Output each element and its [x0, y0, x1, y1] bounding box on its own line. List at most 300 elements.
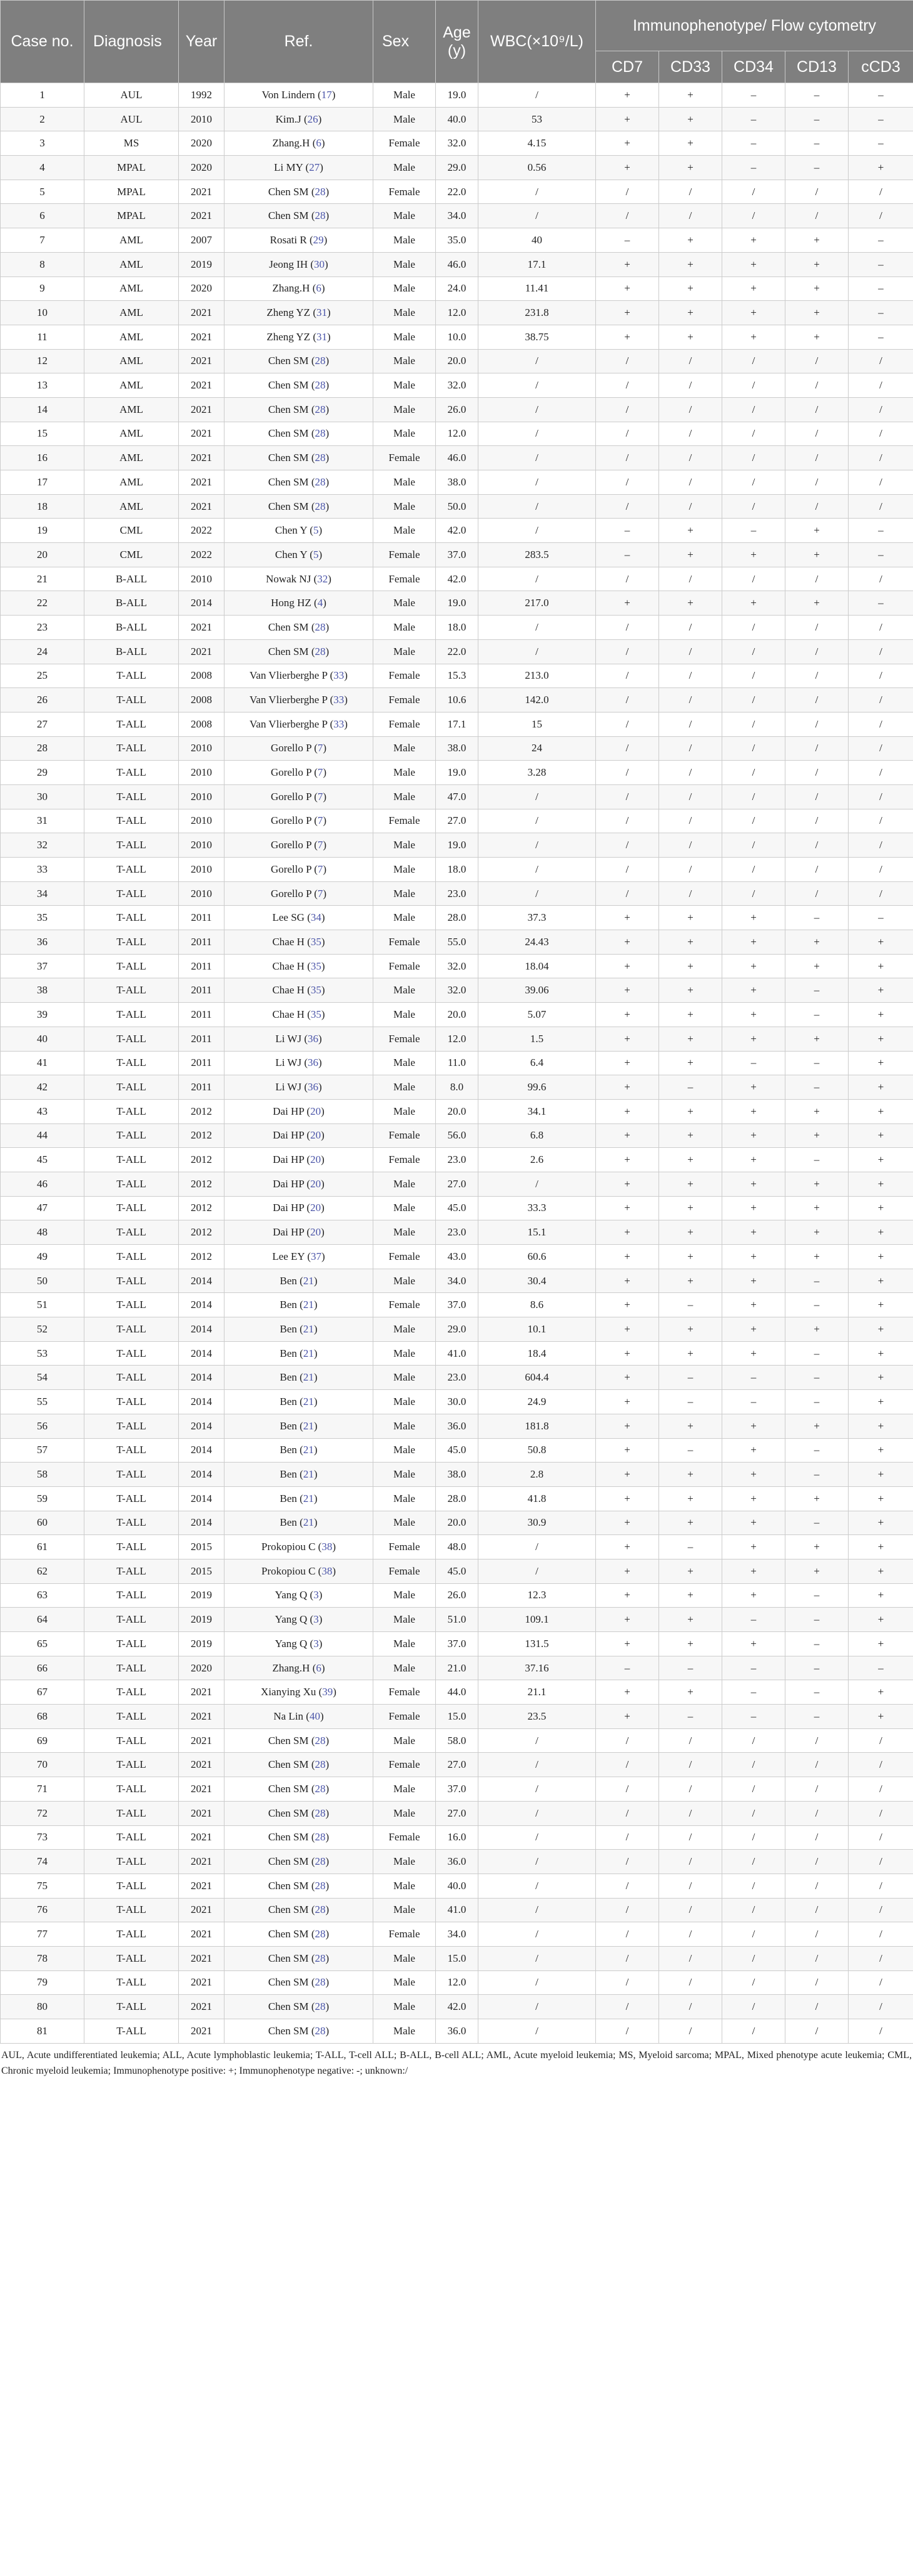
cell-diagnosis: AML	[84, 228, 179, 253]
ref-citation-link[interactable]: 36	[307, 1081, 318, 1093]
cell-cd33: /	[659, 639, 722, 664]
cell-ccd3: /	[849, 446, 913, 470]
ref-citation-link[interactable]: 28	[315, 2024, 326, 2037]
ref-citation-link[interactable]: 28	[315, 1904, 326, 1916]
cell-cd7: /	[596, 1922, 659, 1947]
cell-cd13: –	[785, 1583, 849, 1608]
cell-ref: Zheng YZ (31)	[224, 301, 373, 325]
cell-cd34: +	[722, 930, 785, 955]
ref-author: Lee EY	[272, 1250, 305, 1262]
cell-ref: Chen SM (28)	[224, 373, 373, 398]
cell-case-no: 68	[1, 1705, 84, 1729]
cell-cd33: +	[659, 1003, 722, 1027]
cell-diagnosis: T-ALL	[84, 1995, 179, 2019]
cell-case-no: 56	[1, 1414, 84, 1438]
ref-citation-link[interactable]: 7	[317, 839, 323, 851]
cell-age: 42.0	[436, 1995, 478, 2019]
cell-wbc: /	[478, 1777, 596, 1802]
ref-citation-link[interactable]: 28	[315, 1952, 326, 1964]
cell-cd33: /	[659, 1850, 722, 1874]
cell-case-no: 48	[1, 1220, 84, 1245]
ref-citation-link[interactable]: 28	[315, 210, 326, 222]
ref-citation-link[interactable]: 20	[310, 1154, 321, 1166]
cell-ref: Chen SM (28)	[224, 1728, 373, 1753]
ref-citation-link[interactable]: 36	[307, 1032, 318, 1045]
cell-age: 40.0	[436, 107, 478, 131]
ref-citation-link[interactable]: 5	[313, 548, 319, 560]
ref-citation-link[interactable]: 30	[314, 258, 325, 270]
table-row	[1, 761, 913, 785]
ref-citation-link[interactable]: 35	[310, 984, 321, 996]
ref-citation-link[interactable]: 21	[303, 1322, 314, 1335]
ref-author: Chen SM	[268, 500, 309, 512]
ref-author: Chen SM	[268, 403, 309, 415]
ref-citation-link[interactable]: 34	[310, 911, 321, 924]
cell-age: 23.0	[436, 1148, 478, 1172]
cell-diagnosis: T-ALL	[84, 1027, 179, 1051]
cell-year: 2014	[179, 1269, 224, 1293]
table-row	[1, 180, 913, 204]
cell-cd34: +	[722, 543, 785, 567]
ref-citation-link[interactable]: 33	[333, 718, 345, 730]
ref-citation-link[interactable]: 28	[315, 1831, 326, 1843]
ref-citation-link[interactable]: 38	[321, 1541, 333, 1553]
cell-case-no: 35	[1, 906, 84, 930]
cell-year: 2021	[179, 1825, 224, 1850]
cell-ccd3: +	[849, 1148, 913, 1172]
ref-citation-link[interactable]: 7	[317, 814, 323, 827]
cell-case-no: 39	[1, 1003, 84, 1027]
cell-cd33: +	[659, 1027, 722, 1051]
cell-ccd3: +	[849, 1680, 913, 1705]
cell-cd34: /	[722, 1970, 785, 1995]
cell-ref: Lee SG (34)	[224, 906, 373, 930]
cell-cd13: –	[785, 1293, 849, 1317]
cell-sex: Female	[373, 1148, 436, 1172]
ref-citation-link[interactable]: 5	[313, 524, 319, 537]
cell-age: 20.0	[436, 349, 478, 373]
cell-cd13: /	[785, 881, 849, 906]
cell-cd33: /	[659, 397, 722, 422]
cell-cd13: /	[785, 688, 849, 712]
cell-sex: Male	[373, 1341, 436, 1366]
cell-age: 12.0	[436, 1970, 478, 1995]
cell-wbc: /	[478, 1970, 596, 1995]
ref-citation-link[interactable]: 28	[315, 621, 326, 633]
cell-age: 16.0	[436, 1825, 478, 1850]
ref-citation-link[interactable]: 21	[303, 1299, 314, 1311]
cell-year: 2014	[179, 1438, 224, 1463]
cell-cd34: /	[722, 2019, 785, 2044]
cell-case-no: 71	[1, 1777, 84, 1802]
cell-cd34: /	[722, 422, 785, 446]
table-header	[1, 1, 913, 83]
cell-cd7: +	[596, 906, 659, 930]
cell-ref: Chen SM (28)	[224, 616, 373, 640]
ref-citation-link[interactable]: 21	[303, 1371, 314, 1384]
ref-citation-link[interactable]: 21	[303, 1274, 314, 1287]
ref-author: Ben	[280, 1492, 297, 1504]
cell-sex: Male	[373, 639, 436, 664]
cell-ref: Li WJ (36)	[224, 1075, 373, 1100]
cell-cd33: +	[659, 276, 722, 301]
ref-citation-link[interactable]: 28	[315, 2000, 326, 2013]
ref-author: Chae H	[272, 1008, 305, 1020]
cell-ref: Ben (21)	[224, 1463, 373, 1487]
cell-ref: Chen SM (28)	[224, 446, 373, 470]
cell-ccd3: –	[849, 591, 913, 616]
ref-citation-link[interactable]: 28	[315, 1976, 326, 1989]
cell-diagnosis: T-ALL	[84, 1245, 179, 1269]
ref-citation-link[interactable]: 20	[310, 1202, 321, 1214]
cell-diagnosis: T-ALL	[84, 1390, 179, 1414]
cell-wbc: /	[478, 1898, 596, 1922]
cell-diagnosis: B-ALL	[84, 591, 179, 616]
cell-ref: Chen Y (5)	[224, 543, 373, 567]
cell-case-no: 73	[1, 1825, 84, 1850]
cell-cd34: –	[722, 1608, 785, 1632]
ref-author: Zheng YZ	[266, 307, 311, 319]
cell-wbc: 15	[478, 712, 596, 736]
table-row	[1, 325, 913, 349]
cell-cd34: +	[722, 954, 785, 978]
cell-wbc: 15.1	[478, 1220, 596, 1245]
ref-citation-link[interactable]: 20	[310, 1129, 321, 1142]
ref-author: Von Lindern	[261, 88, 315, 101]
cell-cd13: /	[785, 1801, 849, 1825]
cell-diagnosis: T-ALL	[84, 1656, 179, 1680]
cell-cd7: +	[596, 276, 659, 301]
cell-cd33: /	[659, 833, 722, 858]
cell-sex: Female	[373, 1027, 436, 1051]
cell-sex: Female	[373, 543, 436, 567]
ref-citation-link[interactable]: 20	[310, 1177, 321, 1190]
table-row	[1, 156, 913, 180]
ref-citation-link[interactable]: 40	[309, 1710, 320, 1722]
table-row	[1, 1293, 913, 1317]
cell-cd7: +	[596, 1075, 659, 1100]
cell-case-no: 65	[1, 1632, 84, 1656]
ref-citation-link[interactable]: 28	[315, 355, 326, 367]
cell-diagnosis: MPAL	[84, 156, 179, 180]
ref-citation-link[interactable]: 32	[317, 572, 328, 585]
cell-diagnosis: T-ALL	[84, 1632, 179, 1656]
ref-citation-link[interactable]: 28	[315, 185, 326, 198]
header-year: Year	[179, 1, 224, 83]
ref-citation-link[interactable]: 35	[310, 935, 321, 948]
cell-cd33: /	[659, 349, 722, 373]
cell-cd33: /	[659, 1777, 722, 1802]
cell-cd7: +	[596, 1148, 659, 1172]
cell-age: 10.6	[436, 688, 478, 712]
cell-cd34: /	[722, 688, 785, 712]
cell-cd7: +	[596, 1486, 659, 1511]
cell-cd34: /	[722, 664, 785, 688]
cell-cd34: –	[722, 1705, 785, 1729]
table-row	[1, 1801, 913, 1825]
ref-citation-link[interactable]: 20	[310, 1226, 321, 1239]
ref-citation-link[interactable]: 3	[313, 1637, 319, 1650]
ref-citation-link[interactable]: 6	[316, 282, 321, 295]
ref-citation-link[interactable]: 21	[303, 1444, 314, 1456]
cell-year: 2012	[179, 1148, 224, 1172]
cell-age: 42.0	[436, 519, 478, 543]
cell-case-no: 67	[1, 1680, 84, 1705]
ref-citation-link[interactable]: 28	[315, 645, 326, 657]
cell-cd7: +	[596, 930, 659, 955]
cell-ref: Gorello P (7)	[224, 784, 373, 809]
cell-year: 2011	[179, 1027, 224, 1051]
cell-cd34: +	[722, 1220, 785, 1245]
cell-cd33: /	[659, 446, 722, 470]
cell-age: 22.0	[436, 180, 478, 204]
cell-case-no: 22	[1, 591, 84, 616]
cell-wbc: 11.41	[478, 276, 596, 301]
ref-citation-link[interactable]: 36	[307, 1057, 318, 1069]
cell-ref: Chen SM (28)	[224, 1850, 373, 1874]
ref-author: Gorello P	[270, 766, 311, 779]
ref-citation-link[interactable]: 29	[313, 233, 324, 246]
cell-sex: Male	[373, 301, 436, 325]
cell-age: 40.0	[436, 1874, 478, 1898]
cell-ccd3: +	[849, 1220, 913, 1245]
cell-wbc: /	[478, 519, 596, 543]
cell-cd13: –	[785, 1511, 849, 1535]
cell-cd33: /	[659, 784, 722, 809]
cell-wbc: /	[478, 1728, 596, 1753]
cell-cd7: +	[596, 131, 659, 156]
cell-sex: Female	[373, 1535, 436, 1559]
table-row	[1, 543, 913, 567]
cell-cd34: –	[722, 519, 785, 543]
cell-case-no: 70	[1, 1753, 84, 1777]
ref-citation-link[interactable]: 28	[315, 1879, 326, 1892]
cell-ccd3: –	[849, 228, 913, 253]
cell-sex: Male	[373, 83, 436, 108]
ref-citation-link[interactable]: 27	[309, 161, 320, 173]
cell-year: 2020	[179, 1656, 224, 1680]
ref-citation-link[interactable]: 28	[315, 475, 326, 488]
ref-citation-link[interactable]: 28	[315, 403, 326, 415]
cell-cd33: /	[659, 1970, 722, 1995]
cell-ccd3: +	[849, 1293, 913, 1317]
cell-cd13: /	[785, 712, 849, 736]
cell-year: 2019	[179, 1632, 224, 1656]
cell-sex: Male	[373, 833, 436, 858]
cell-ccd3: +	[849, 1438, 913, 1463]
cell-ccd3: /	[849, 664, 913, 688]
table-row	[1, 1486, 913, 1511]
cell-cd7: +	[596, 1123, 659, 1148]
ref-citation-link[interactable]: 21	[303, 1516, 314, 1529]
ref-citation-link[interactable]: 20	[310, 1105, 321, 1117]
ref-citation-link[interactable]: 7	[317, 790, 323, 803]
cell-year: 2021	[179, 470, 224, 495]
table-row	[1, 1051, 913, 1075]
cell-cd13: /	[785, 1946, 849, 1970]
ref-citation-link[interactable]: 28	[315, 379, 326, 392]
cell-year: 2012	[179, 1245, 224, 1269]
cell-cd13: /	[785, 1898, 849, 1922]
table-row	[1, 1196, 913, 1220]
header-ccd3: cCD3	[849, 51, 913, 83]
cell-sex: Male	[373, 1970, 436, 1995]
cell-ccd3: +	[849, 1463, 913, 1487]
ref-citation-link[interactable]: 6	[316, 137, 321, 150]
cell-sex: Female	[373, 664, 436, 688]
cell-cd33: +	[659, 1123, 722, 1148]
ref-citation-link[interactable]: 28	[315, 1855, 326, 1868]
cell-cd13: +	[785, 1317, 849, 1342]
cell-age: 32.0	[436, 954, 478, 978]
ref-citation-link[interactable]: 3	[313, 1589, 319, 1601]
cell-case-no: 64	[1, 1608, 84, 1632]
cell-year: 2015	[179, 1559, 224, 1583]
cell-diagnosis: AUL	[84, 107, 179, 131]
cell-cd34: +	[722, 1293, 785, 1317]
cell-cd33: /	[659, 1801, 722, 1825]
ref-citation-link[interactable]: 38	[321, 1564, 333, 1577]
ref-citation-link[interactable]: 7	[317, 863, 323, 875]
cell-sex: Female	[373, 930, 436, 955]
cell-year: 2021	[179, 1946, 224, 1970]
cell-sex: Male	[373, 1898, 436, 1922]
ref-citation-link[interactable]: 21	[303, 1395, 314, 1407]
ref-citation-link[interactable]: 33	[333, 694, 345, 706]
cell-cd33: +	[659, 1486, 722, 1511]
ref-citation-link[interactable]: 35	[310, 960, 321, 972]
cell-cd7: +	[596, 978, 659, 1003]
cell-cd7: /	[596, 1874, 659, 1898]
ref-citation-link[interactable]: 28	[315, 1734, 326, 1747]
cell-year: 2021	[179, 1898, 224, 1922]
cell-wbc: /	[478, 470, 596, 495]
cell-cd33: +	[659, 1511, 722, 1535]
ref-citation-link[interactable]: 4	[317, 597, 323, 609]
header-diagnosis: Diagnosis	[84, 1, 179, 83]
ref-citation-link[interactable]: 28	[315, 500, 326, 512]
cell-year: 2010	[179, 736, 224, 761]
cell-ref: Chen SM (28)	[224, 204, 373, 228]
cell-cd7: +	[596, 1245, 659, 1269]
ref-citation-link[interactable]: 28	[315, 1928, 326, 1940]
ref-author: Ben	[280, 1444, 297, 1456]
cell-case-no: 59	[1, 1486, 84, 1511]
cell-diagnosis: T-ALL	[84, 1777, 179, 1802]
cell-wbc: 21.1	[478, 1680, 596, 1705]
cell-cd13: /	[785, 784, 849, 809]
cell-age: 42.0	[436, 567, 478, 591]
cell-diagnosis: AML	[84, 446, 179, 470]
cell-wbc: 23.5	[478, 1705, 596, 1729]
cell-cd34: +	[722, 1632, 785, 1656]
ref-citation-link[interactable]: 21	[303, 1492, 314, 1504]
cell-sex: Male	[373, 1099, 436, 1123]
table-row	[1, 519, 913, 543]
cell-ccd3: –	[849, 276, 913, 301]
table-row	[1, 1825, 913, 1850]
ref-citation-link[interactable]: 17	[321, 88, 332, 101]
table-row	[1, 616, 913, 640]
ref-citation-link[interactable]: 21	[303, 1347, 314, 1359]
ref-citation-link[interactable]: 39	[322, 1686, 333, 1698]
cell-case-no: 43	[1, 1099, 84, 1123]
cell-cd34: /	[722, 639, 785, 664]
ref-citation-link[interactable]: 35	[310, 1008, 321, 1020]
cell-sex: Female	[373, 1245, 436, 1269]
cell-age: 12.0	[436, 422, 478, 446]
ref-citation-link[interactable]: 28	[315, 1758, 326, 1771]
cell-cd34: /	[722, 470, 785, 495]
cell-cd7: /	[596, 470, 659, 495]
ref-citation-link[interactable]: 6	[316, 1661, 321, 1674]
cell-ref: Chen SM (28)	[224, 1801, 373, 1825]
ref-citation-link[interactable]: 37	[311, 1250, 321, 1262]
ref-citation-link[interactable]: 7	[317, 887, 323, 900]
cell-cd13: /	[785, 858, 849, 882]
cell-cd33: +	[659, 131, 722, 156]
cell-age: 48.0	[436, 1535, 478, 1559]
cell-wbc: 30.4	[478, 1269, 596, 1293]
cell-ref: Chen SM (28)	[224, 397, 373, 422]
ref-citation-link[interactable]: 28	[315, 427, 326, 440]
table-row	[1, 1705, 913, 1729]
table-body	[1, 83, 913, 2044]
cell-year: 2021	[179, 1680, 224, 1705]
cell-cd34: /	[722, 204, 785, 228]
cell-cd7: +	[596, 1317, 659, 1342]
cell-cd13: +	[785, 591, 849, 616]
cell-ccd3: /	[849, 2019, 913, 2044]
cell-case-no: 1	[1, 83, 84, 108]
table-row	[1, 1463, 913, 1487]
cell-age: 34.0	[436, 1922, 478, 1947]
cell-cd13: +	[785, 519, 849, 543]
cell-cd7: /	[596, 204, 659, 228]
cell-age: 15.0	[436, 1946, 478, 1970]
cell-cd33: +	[659, 228, 722, 253]
cell-cd7: +	[596, 1632, 659, 1656]
cell-year: 2010	[179, 833, 224, 858]
ref-citation-link[interactable]: 33	[333, 669, 345, 682]
table-footnote: AUL, Acute undifferentiated leukemia; ALL, Acute lymphoblastic leukemia; T-ALL, T-cell ALL; B-ALL, B-cell ALL; AML, Acute myeloid leukemia; MS, Myeloid sarcoma; MPAL, Mixed phenotype acute leukemia; CML, Chronic myeloid leukemia; Immunophenotype positive: +; Immunophenotype negative: -; unknown:/	[1, 2049, 912, 2076]
cell-wbc: /	[478, 1559, 596, 1583]
cell-ref: Ben (21)	[224, 1366, 373, 1390]
ref-citation-link[interactable]: 26	[307, 113, 318, 125]
cell-year: 2019	[179, 1583, 224, 1608]
ref-citation-link[interactable]: 21	[303, 1468, 314, 1481]
ref-citation-link[interactable]: 28	[315, 452, 326, 464]
table-row	[1, 1753, 913, 1777]
ref-citation-link[interactable]: 21	[303, 1419, 314, 1432]
cell-cd34: +	[722, 1172, 785, 1196]
cell-cd13: +	[785, 325, 849, 349]
ref-citation-link[interactable]: 7	[317, 742, 323, 754]
cell-year: 2021	[179, 446, 224, 470]
table-row	[1, 1608, 913, 1632]
ref-citation-link[interactable]: 28	[315, 1807, 326, 1819]
ref-citation-link[interactable]: 31	[316, 307, 327, 319]
ref-citation-link[interactable]: 7	[317, 766, 323, 779]
table-row	[1, 1680, 913, 1705]
table-row	[1, 349, 913, 373]
ref-citation-link[interactable]: 31	[316, 330, 327, 343]
cell-cd33: /	[659, 180, 722, 204]
cell-year: 2012	[179, 1172, 224, 1196]
cell-ref: Ben (21)	[224, 1390, 373, 1414]
ref-citation-link[interactable]: 28	[315, 1782, 326, 1795]
ref-citation-link[interactable]: 3	[313, 1613, 319, 1626]
